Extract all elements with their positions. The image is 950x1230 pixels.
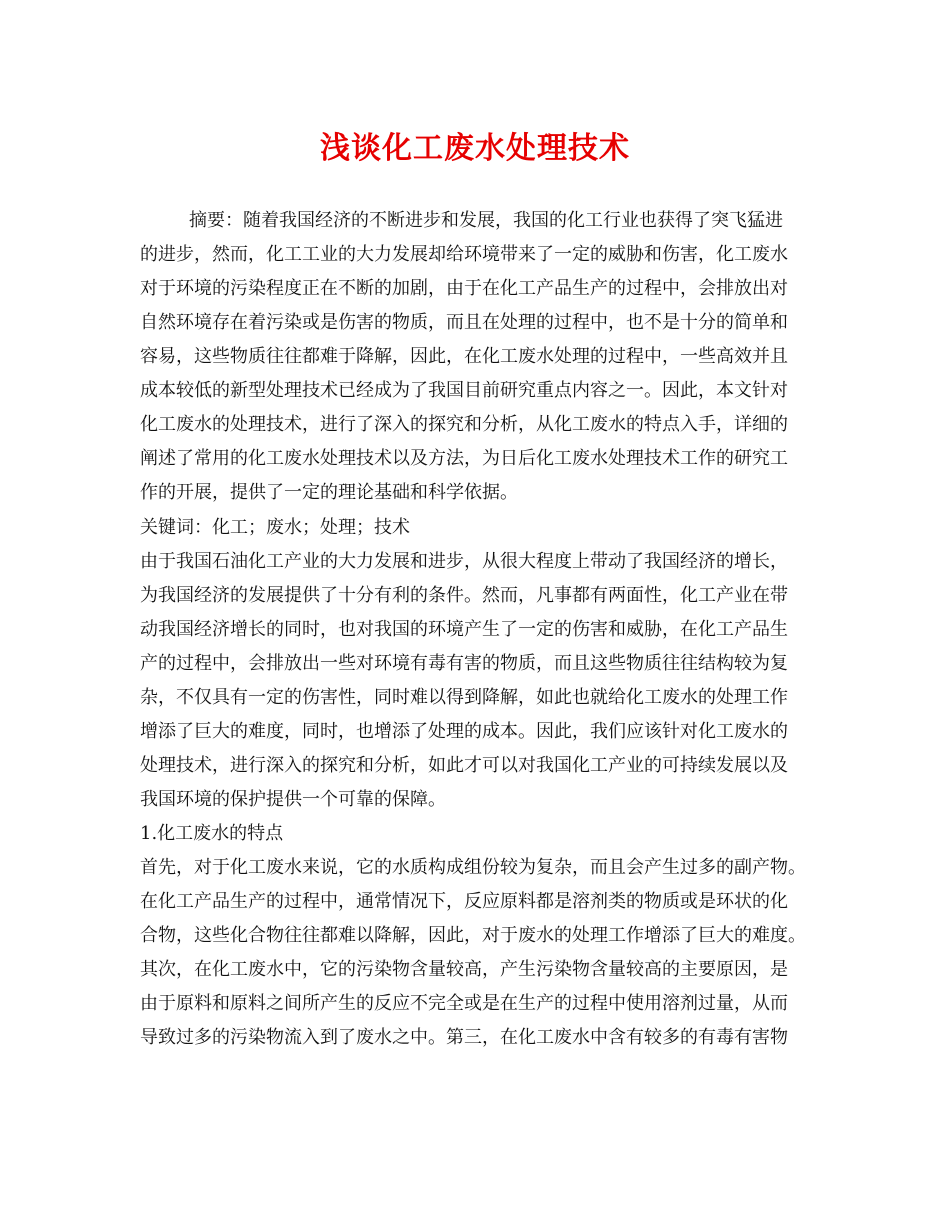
- abstract-line: 阐述了常用的化工废水处理技术以及方法，为日后化工废水处理技术工作的研究工: [140, 448, 788, 469]
- abstract-line: 摘要：随着我国经济的不断进步和发展，我国的化工行业也获得了突飞猛进: [189, 210, 783, 231]
- intro-line: 我国环境的保护提供一个可靠的保障。: [140, 789, 446, 810]
- intro-line: 增添了巨大的难度，同时，也增添了处理的成本。因此，我们应该针对化工废水的: [140, 721, 788, 742]
- abstract-line: 容易，这些物质往往都难于降解，因此，在化工废水处理的过程中，一些高效并且: [140, 346, 788, 367]
- abstract-line: 的进步，然而，化工工业的大力发展却给环境带来了一定的威胁和伤害，化工废水: [140, 244, 788, 265]
- section-line: 导致过多的污染物流入到了废水之中。第三，在化工废水中含有较多的有毒有害物: [140, 1027, 788, 1048]
- abstract-line: 对于环境的污染程度正在不断的加剧，由于在化工产品生产的过程中，会排放出对: [140, 278, 788, 299]
- intro-line: 产的过程中，会排放出一些对环境有毒有害的物质，而且这些物质往往结构较为复: [140, 653, 788, 674]
- abstract-line: 成本较低的新型处理技术已经成为了我国目前研究重点内容之一。因此，本文针对: [140, 380, 788, 401]
- section-line: 合物，这些化合物往往都难以降解，因此，对于废水的处理工作增添了巨大的难度。: [140, 925, 806, 946]
- section-heading: 1.化工废水的特点: [140, 823, 284, 844]
- intro-line: 为我国经济的发展提供了十分有利的条件。然而，凡事都有两面性，化工产业在带: [140, 585, 788, 606]
- abstract-line: 自然环境存在着污染或是伤害的物质，而且在处理的过程中，也不是十分的简单和: [140, 312, 788, 333]
- abstract-line: 作的开展，提供了一定的理论基础和科学依据。: [140, 482, 518, 503]
- section-line: 在化工产品生产的过程中，通常情况下，反应原料都是溶剂类的物质或是环状的化: [140, 891, 788, 912]
- keywords-line: 关键词：化工；废水；处理；技术: [140, 517, 410, 538]
- section-line: 其次，在化工废水中，它的污染物含量较高，产生污染物含量较高的主要原因，是: [140, 959, 788, 980]
- intro-line: 由于我国石油化工产业的大力发展和进步，从很大程度上带动了我国经济的增长，: [140, 551, 788, 572]
- section-line: 首先，对于化工废水来说，它的水质构成组份较为复杂，而且会产生过多的副产物。: [140, 857, 806, 878]
- intro-line: 动我国经济增长的同时，也对我国的环境产生了一定的伤害和威胁，在化工产品生: [140, 619, 788, 640]
- intro-line: 杂，不仅具有一定的伤害性，同时难以得到降解，如此也就给化工废水的处理工作: [140, 687, 788, 708]
- document-title: 浅谈化工废水处理技术: [320, 131, 630, 166]
- intro-line: 处理技术，进行深入的探究和分析，如此才可以对我国化工产业的可持续发展以及: [140, 755, 788, 776]
- abstract-line: 化工废水的处理技术，进行了深入的探究和分析，从化工废水的特点入手，详细的: [140, 414, 788, 435]
- section-line: 由于原料和原料之间所产生的反应不完全或是在生产的过程中使用溶剂过量，从而: [140, 993, 788, 1014]
